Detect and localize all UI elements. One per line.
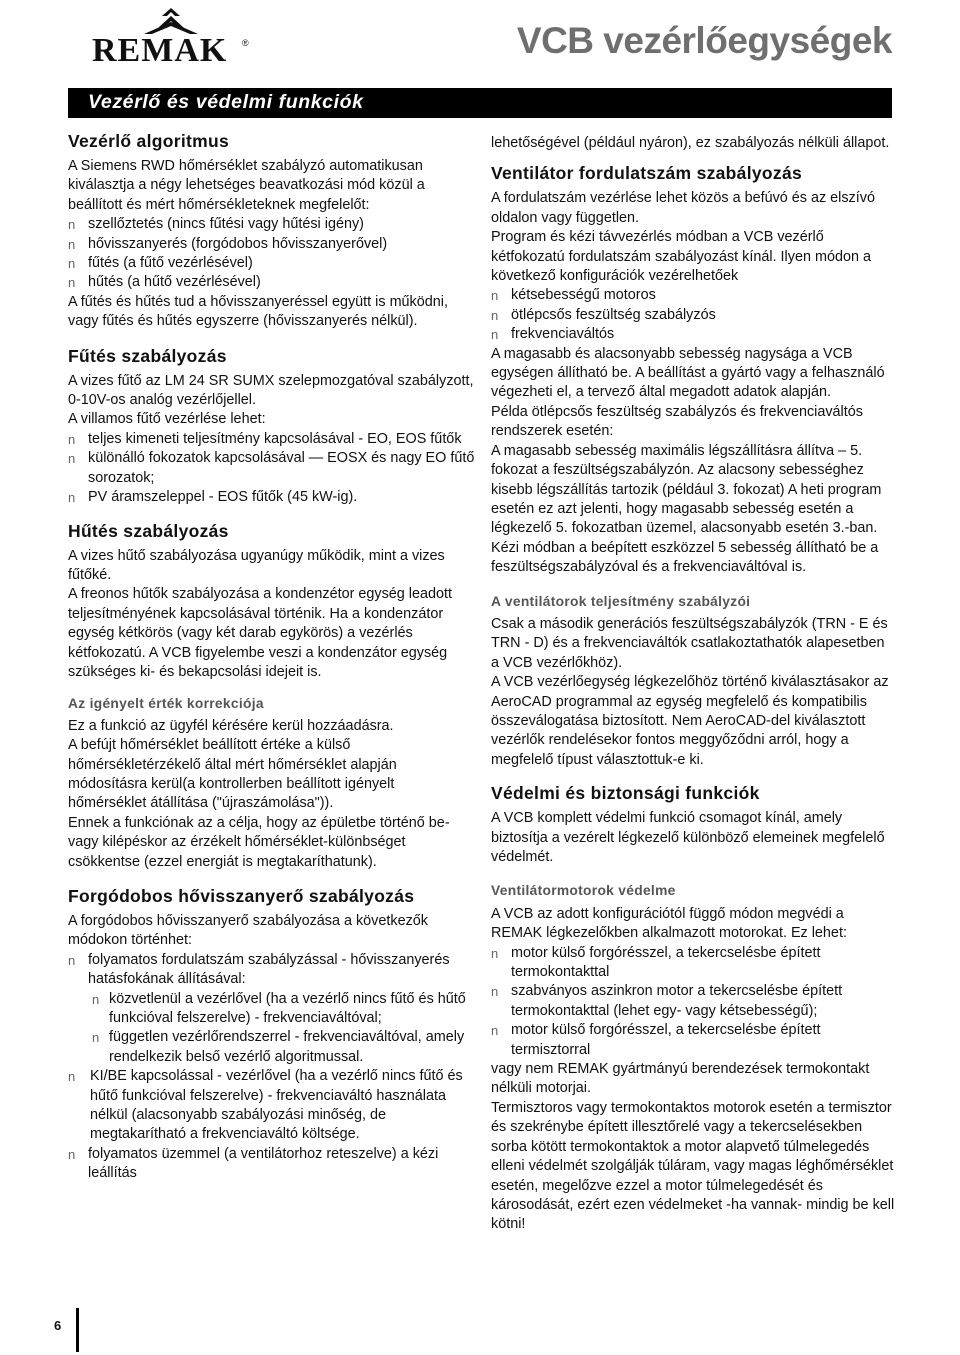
paragraph: A villamos fűtő vezérlése lehet: [68, 411, 266, 428]
heading-teljesitmeny: A ventilátorok teljesítmény szabályzói [491, 593, 751, 609]
page-number-rule [76, 1308, 79, 1352]
bullet-item: n hűtés (a hűtő vezérlésével) [68, 273, 476, 292]
paragraph: Ennek a funkciónak az a célja, hogy az épületbe történő be- vagy kilépéskor az érzékelt hőmérséklet-különbséget csökkentse (ezzel energiát is megtakaríthatunk). [68, 814, 450, 870]
bullet-item: n PV áramszeleppel - EOS fűtők (45 kW-ig). [68, 488, 476, 507]
paragraph: Példa ötlépcsős feszültség szabályzós és frekvenciaváltós rendszerek esetén: [491, 403, 863, 440]
bullet-item: n szellőztetés (nincs fűtési vagy hűtési igény) [68, 215, 476, 234]
paragraph: A magasabb és alacsonyabb sebesség nagysága a VCB egységen állítható be. A beállítást a gyártó vagy a felhasználó végezheti el, a tervező által megadott adatok alapján. [491, 345, 885, 401]
remak-logo [92, 8, 252, 68]
paragraph: A VCB vezérlőegység légkezelőhöz történő kiválasztásakor az AeroCAD programmal az egység megfelelő és kompatibilis összeválogatása biztosított. Nem AeroCAD-del kiválasztott vezérlők rendelésekor fontos meggyőződni arról, hogy a megfelelő típust választottuk-e ki. [491, 674, 889, 768]
document-title: VCB vezérlőegységek [516, 20, 892, 61]
bullet-item: n különálló fokozatok kapcsolásával — EOSX és nagy EO fűtő sorozatok; [68, 449, 476, 488]
heading-ventilator: Ventilátor fordulatszám szabályozás [491, 163, 803, 184]
bullet-item: n motor külső forgórésszel, a tekercselésbe épített termisztorral [491, 1021, 895, 1060]
bullet-item: n ötlépcsős feszültség szabályzós [491, 306, 895, 325]
paragraph: A forgódobos hővisszanyerő szabályozása a következők módokon történhet: [68, 913, 428, 949]
sub-bullet-item: n közvetlenül a vezérlővel (ha a vezérlő nincs fűtő és hűtő funkcióval felszerelve) - frekvenciaváltóval; [92, 990, 476, 1029]
bullet-item: n folyamatos fordulatszám szabályzással - hővisszanyerés hatásfokának állításával: [68, 951, 476, 990]
heading-futes: Fűtés szabályozás [68, 345, 227, 366]
paragraph: A freonos hűtők szabályozása a kondenzétor egység leadott teljesítményének kapcsolásával történik. Ha a kondenzátor egység kétkörös (vagy két darab egykörös) a vezérlés kétfokozatú. A VCB figyelembe veszi a kondenzátor egység szükséges ki- és bekapcsolási idejeit is. [68, 586, 453, 680]
heading-korrekcio: Az igényelt érték korrekciója [68, 696, 264, 712]
paragraph: A VCB az adott konfigurációtól függő módon megvédi a REMAK légkezelőkben alkalmazott motorokat. Ez lehet: [491, 905, 847, 942]
bullet-item: n teljes kimeneti teljesítmény kapcsolásával - EO, EOS fűtők [68, 430, 476, 449]
paragraph: A vizes hűtő szabályozása ugyanúgy működik, mint a vizes fűtőké. [68, 547, 445, 583]
page-number: 6 [54, 1318, 62, 1333]
heading-forgodobos: Forgódobos hővisszanyerő szabályozás [68, 886, 415, 906]
paragraph: A fűtés és hűtés tud a hővisszanyeréssel együtt is működni, vagy fűtés és hűtés egyszerre (hővisszanyerés nélkül). [68, 293, 448, 330]
paragraph: Termisztoros vagy termokontaktos motorok esetén a termisztor és szekrénybe épített illesztőrelé vagy a tekercselésekben sorba kötött termokontaktok a motor alapvető túlmelegedés elleni védelmét szolgálják túláram, vagy magas léghőmérséklet esetén, megelőzve ezzel a motor túlmelegedését és károsodását, ezért ezen védelmeket -ha vannak- mindig be kell kötni! [491, 1099, 895, 1233]
paragraph: lehetőségével (például nyáron), ez szabályozás nélküli állapot. [491, 135, 890, 151]
left-column [68, 128, 476, 1184]
paragraph: Program és kézi távvezérlés módban a VCB vezérlő kétfokozatú fordulatszám szabályozást kínál. Ilyen módon a következő konfigurációk vezérelhetőek [491, 229, 871, 285]
bullet-item: n motor külső forgórésszel, a tekercselésbe épített termokontakttal [491, 944, 895, 983]
heading-hutes: Hűtés szabályozás [68, 520, 229, 541]
bullet-item: n folyamatos üzemmel (a ventilátorhoz reteszelve) a kézi leállítás [68, 1145, 476, 1184]
bullet-item: n fűtés (a fűtő vezérlésével) [68, 254, 476, 273]
bullet-item: n hővisszanyerés (forgódobos hővisszanyerővel) [68, 235, 476, 254]
heading-motorvedelem: Ventilátormotorok védelme [491, 883, 676, 899]
paragraph: A befújt hőmérséklet beállított értéke a külső hőmérsékletérzékelő által mért hőmérséklet alapján módosításra kerül(a kontrollerben beállított igényelt hőmérséklet átállítása ("újraszámolása")). [68, 737, 397, 812]
paragraph: A Siemens RWD hőmérséklet szabályzó automatikusan kiválasztja a négy lehetséges beavatkozási mód közül a beállított és mért hőmérsékleteknek megfelelőt: [68, 158, 425, 213]
heading-vedelmi: Védelmi és biztonsági funkciók [491, 783, 760, 804]
bullet-item: n KI/BE kapcsolással - vezérlővel (ha a vezérlő nincs fűtő és hűtő funkcióval felszerelve) - frekvenciaváltó használata nélkül (alacsonyabb szabályozási minőség, de megtakarítható a frekvenciaváltó költsége. [68, 1067, 476, 1145]
paragraph: A VCB komplett védelmi funkció csomagot kínál, amely biztosítja a vezérelt légkezelő különböző elemeinek megfelelő védelmét. [491, 810, 885, 865]
logo-chevron-icon [144, 8, 198, 34]
paragraph: vagy nem REMAK gyártmányú berendezések termokontakt nélküli motorjai. [491, 1061, 870, 1097]
paragraph: A fordulatszám vezérlése lehet közös a befúvó és az elszívó oldalon vagy független. [491, 190, 875, 226]
logo-registered: ® [242, 38, 249, 48]
section-title-bar [68, 88, 892, 118]
paragraph: Csak a második generációs feszültségszabályzók (TRN - E és TRN - D) és a frekvenciaváltók csatlakoztathatók alapesetben a VCB vezérlőkhöz). [491, 615, 888, 671]
bullet-item: n frekvenciaváltós [491, 325, 895, 344]
logo-text: REMAK [92, 32, 228, 69]
sub-bullet-item: n független vezérlőrendszerrel - frekvenciaváltóval, amely rendelkezik belső vezérlő algoritmussal. [92, 1028, 476, 1067]
bullet-item: n szabványos aszinkron motor a tekercselésbe épített termokontakttal (lehet egy- vagy kétsebességű); [491, 982, 895, 1021]
heading-vezerlo-algoritmus: Vezérlő algoritmus [68, 131, 230, 151]
right-column [491, 128, 895, 1235]
paragraph: Ez a funkció az ügyfél kérésére kerül hozzáadásra. [68, 717, 394, 734]
section-title: Vezérlő és védelmi funkciók [88, 91, 364, 113]
paragraph: A vizes fűtő az LM 24 SR SUMX szelepmozgatóval szabályzott, 0-10V-os analóg vezérlőjellel. [68, 372, 474, 409]
bullet-item: n kétsebességű motoros [491, 286, 895, 305]
paragraph: A magasabb sebesség maximális légszállításra állítva – 5. fokozat a feszültségszabályzón. Az alacsony sebességhez kisebb légszállítás tartozik (például 3. fokozat) A heti program esetén ez azt jelenti, hogy magasabb sebesség esetén a légkezelő 5. fokozatban üzemel, alacsonyabb esetén 3.-ban. Kézi módban a beépített eszközzel 5 sebesség állítható be a feszültségszabályzóval és a frekvenciaváltóval is. [491, 442, 882, 576]
